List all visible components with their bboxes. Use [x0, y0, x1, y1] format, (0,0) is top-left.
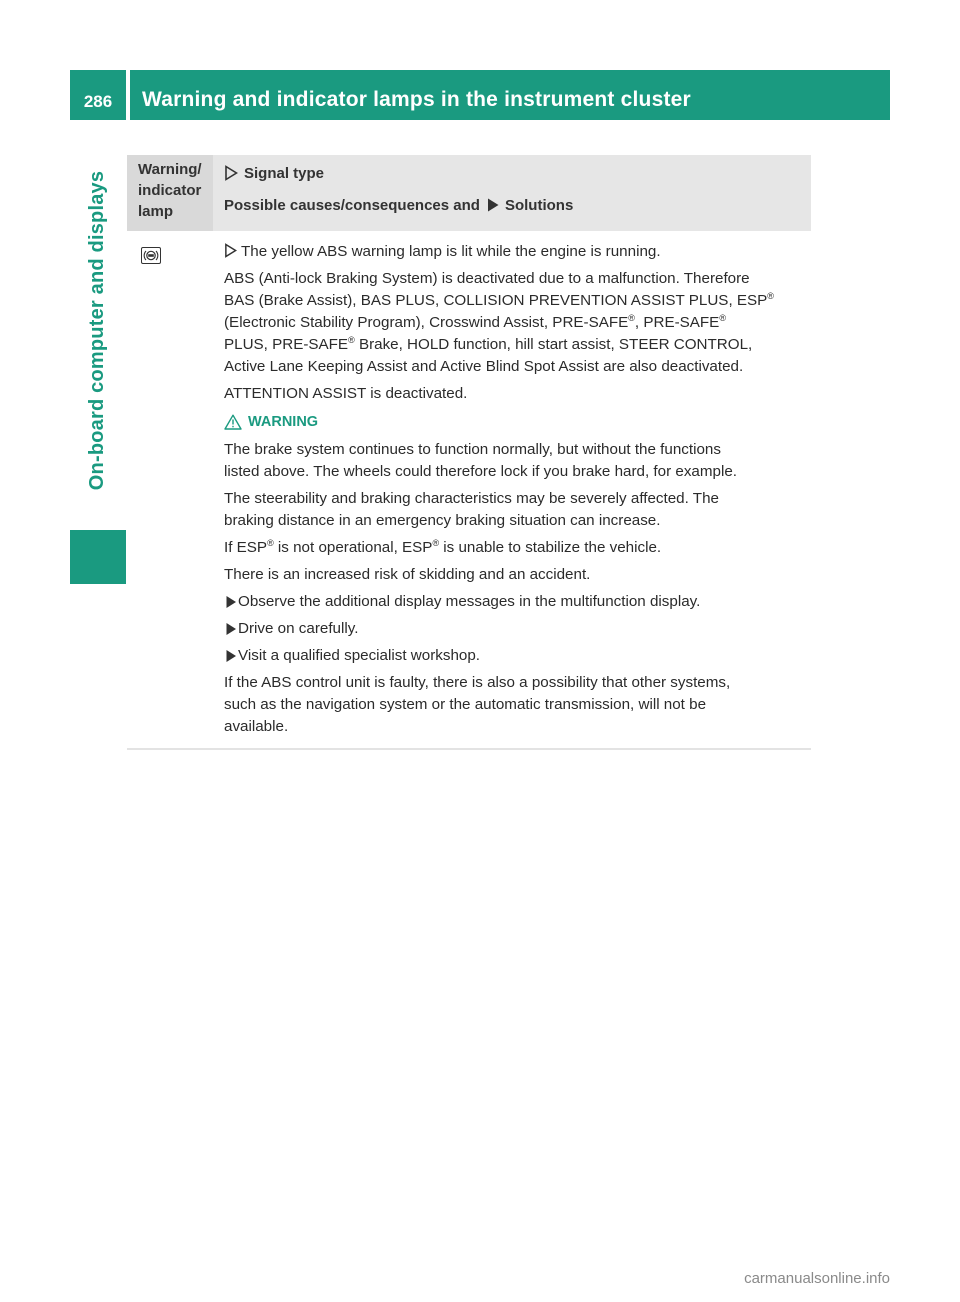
warning-line: listed above. The wheels could therefore lock if you brake hard, for example.	[224, 463, 738, 480]
header-lamp-column	[127, 155, 213, 231]
note-line: such as the navigation system or the automatic transmission, will not be	[224, 696, 707, 713]
solution-arrow-icon	[486, 197, 500, 213]
header-lamp-line: lamp	[138, 203, 174, 220]
step-text: Visit a qualified specialist workshop.	[238, 647, 480, 664]
warning-paragraph	[224, 439, 811, 483]
registered-mark: ®	[628, 313, 635, 323]
warning-line: is not operational, ESP	[273, 539, 433, 556]
cause-line: Brake, HOLD function, hill start assist, STEER CONTROL,	[354, 336, 753, 353]
step-arrow-icon	[224, 622, 238, 636]
signal-line	[224, 241, 811, 263]
chapter-label: On-board computer and displays	[86, 170, 109, 490]
header-signal-column	[213, 155, 811, 231]
signal-text: The yellow ABS warning lamp is lit while the engine is running.	[241, 243, 661, 260]
warning-paragraph	[224, 537, 811, 559]
registered-mark: ®	[267, 538, 274, 548]
table-header	[127, 155, 811, 231]
page-number: 286	[70, 70, 126, 120]
cause-line: , PRE-SAFE	[634, 314, 720, 331]
abs-symbol-icon	[143, 249, 159, 262]
warning-line: braking distance in an emergency braking situation can increase.	[224, 512, 661, 529]
warning-line: If ESP	[224, 539, 268, 556]
step-text: Observe the additional display messages in the multifunction display.	[238, 593, 701, 610]
step-text: Drive on carefully.	[238, 620, 359, 637]
warning-paragraph	[224, 488, 811, 532]
cause-line: BAS (Brake Assist), BAS PLUS, COLLISION PREVENTION ASSIST PLUS, ESP	[224, 292, 768, 309]
cause-line: (Electronic Stability Program), Crosswind Assist, PRE-SAFE	[224, 314, 629, 331]
attention-line: ATTENTION ASSIST is deactivated.	[224, 385, 468, 402]
cause-line: Active Lane Keeping Assist and Active Blind Spot Assist are also deactivated.	[224, 358, 744, 375]
cause-line: PLUS, PRE-SAFE	[224, 336, 349, 353]
warning-line: is unable to stabilize the vehicle.	[439, 539, 662, 556]
step-arrow-icon	[224, 595, 238, 609]
registered-mark: ®	[432, 538, 440, 548]
footer-watermark: carmanualsonline.info	[744, 1270, 890, 1287]
registered-mark: ®	[719, 313, 726, 323]
warning-label: WARNING	[248, 414, 319, 430]
solution-step	[224, 591, 811, 613]
note-line: If the ABS control unit is faulty, there is also a possibility that other systems,	[224, 674, 731, 691]
warning-line: The steerability and braking characteristics may be severely affected. The	[224, 490, 719, 507]
causes-paragraph	[224, 268, 811, 378]
header-causes: Possible causes/consequences and	[224, 196, 480, 214]
solution-step	[224, 618, 811, 640]
chapter-label-box	[70, 130, 126, 530]
lamp-table	[127, 155, 811, 750]
registered-mark: ®	[767, 291, 774, 301]
lamp-cell	[127, 237, 213, 744]
description-cell	[213, 237, 811, 744]
abs-lamp-icon	[141, 247, 161, 264]
warning-heading	[224, 413, 811, 431]
header-lamp-line: indicator	[138, 182, 202, 199]
table-row	[127, 237, 811, 750]
step-arrow-icon	[224, 649, 238, 663]
warning-triangle-icon	[224, 414, 242, 430]
warning-line: The brake system continues to function normally, but without the functions	[224, 441, 721, 458]
page-header	[70, 70, 890, 120]
cause-line: ABS (Anti-lock Braking System) is deactivated due to a malfunction. Therefore	[224, 270, 750, 287]
header-solutions: Solutions	[504, 196, 574, 214]
signal-triangle-icon	[224, 165, 238, 181]
header-signal-type: Signal type	[244, 164, 325, 182]
header-lamp-line: Warning/	[138, 161, 202, 178]
warning-paragraph: There is an increased risk of skidding and an accident.	[224, 566, 591, 583]
registered-mark: ®	[348, 335, 355, 345]
note-paragraph	[224, 672, 811, 738]
page-title: Warning and indicator lamps in the instrument cluster	[130, 70, 890, 120]
page-number-box	[70, 70, 126, 120]
signal-triangle-icon	[224, 243, 237, 258]
note-line: available.	[224, 718, 289, 735]
solution-step	[224, 645, 811, 667]
